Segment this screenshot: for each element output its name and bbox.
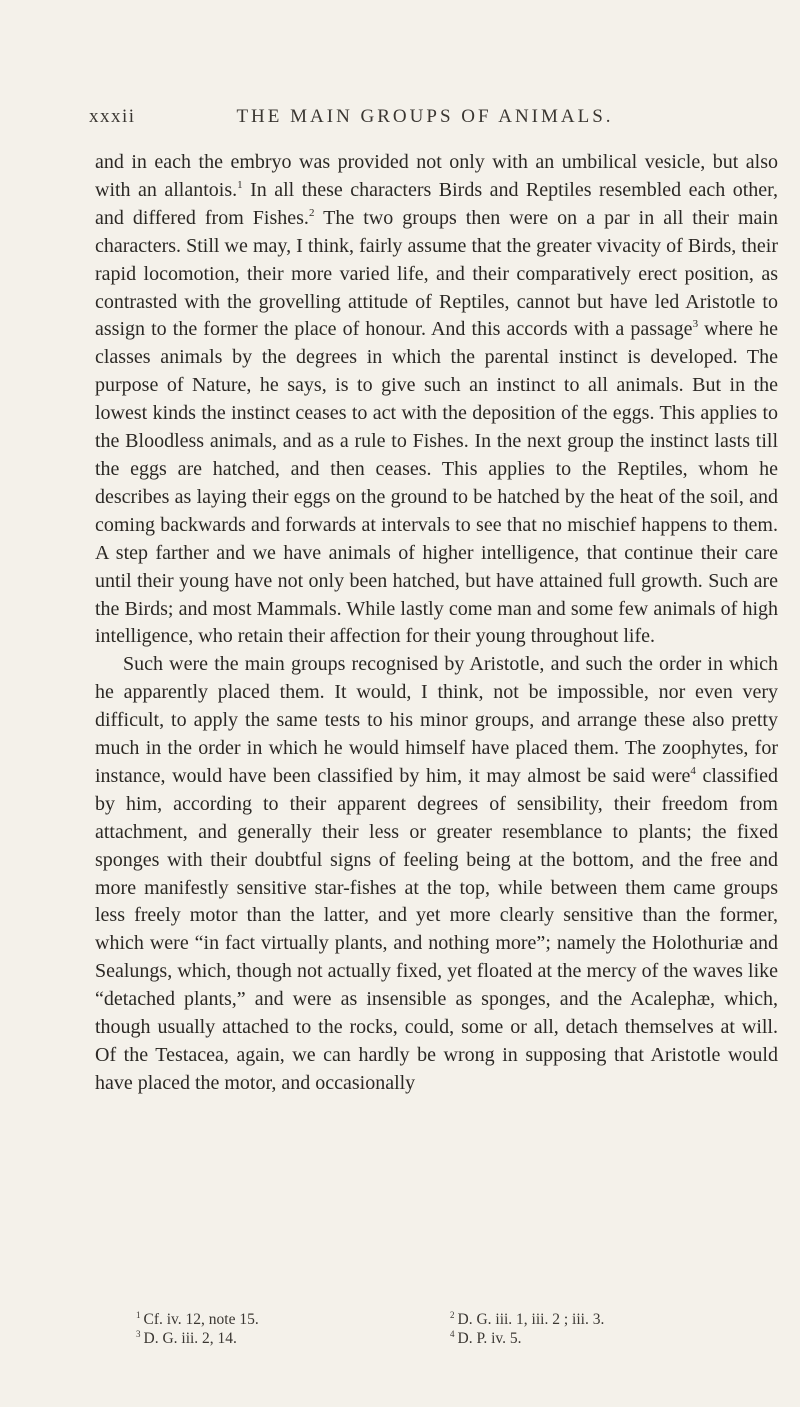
footnote-3-text: D. G. iii. 2, 14. xyxy=(143,1330,237,1347)
footnote-1-mark: 1 xyxy=(136,1310,141,1320)
footnote-2 xyxy=(450,1310,604,1330)
paragraph-2 xyxy=(95,651,778,1098)
footnote-4-mark: 4 xyxy=(450,1329,455,1339)
footnote-3 xyxy=(136,1329,237,1349)
paragraph-1-text-1: and in each the embryo was provided not only with an umbilical vesicle, but also with an allantois. xyxy=(95,151,778,201)
paragraph-1-text-3: The two groups then were on a par in all their main characters. Still we may, I think, fairly assume that the greater vivacity of Birds, their rapid locomotion, their more varied life, and their comparatively erect position, as contrasted with the grovelling attitude of Reptiles, cannot but have led Aristotle to assign to the former the place of honour. And this accords with a passage xyxy=(95,206,778,341)
paragraph-2-text-1: Such were the main groups recognised by Aristotle, and such the order in which he apparently placed them. It would, I think, not be impossible, nor even very difficult, to apply the same tests to his minor groups, and arrange these also pretty much in the order in which he would himself have placed them. The zoophytes, for instance, would have been classified by him, it may almost be said were xyxy=(95,653,778,787)
footnote-ref-4: 4 xyxy=(690,764,696,777)
footnote-4-text: D. P. iv. 5. xyxy=(457,1330,522,1347)
paragraph-1-text-2: In all these characters Birds and Reptiles resembled each other, and differed from Fishes. xyxy=(95,178,778,229)
running-head: THE MAIN GROUPS OF ANIMALS. xyxy=(236,106,614,127)
paragraph-1 xyxy=(95,149,778,651)
paragraph-2-text-2: classified by him, according to their apparent degrees of sensibility, their freedom from attachment, and generally their less or greater resemblance to plants; the fixed sponges with their doubtful signs of feeling being at the bottom, and the free and more manifestly sensitive star-fishes at the top, while between them came groups less freely motor than the latter, and yet more clearly sensitive than the former, which were “in fact virtually plants, and nothing more”; namely the Holothuriæ and Sealungs, which, though not actually fixed, yet floated at the mercy of the waves like “detached plants,” and were as insensible as sponges, and the Acalephæ, which, though usually attached to the rocks, could, some or all, detach themselves at will. Of the Testacea, again, we can hardly be wrong in supposing that Aristotle would have placed the motor, and occasionally xyxy=(95,764,778,1094)
page-number: xxxii xyxy=(89,106,136,127)
footnote-3-mark: 3 xyxy=(136,1329,141,1339)
footnote-4 xyxy=(450,1329,522,1349)
footnote-1 xyxy=(136,1310,259,1330)
paragraph-1-text-4: where he classes animals by the degrees in which the parental instinct is developed. The purpose of Nature, he says, is to give such an instinct to all animals. But in the lowest kinds the instinct ceases to act with the deposition of the eggs. This applies to the Bloodless animals, and as a rule to Fishes. In the next group the instinct lasts till the eggs are hatched, and then ceases. This applies to the Reptiles, whom he describes as laying their eggs on the ground to be hatched by the heat of the soil, and coming backwards and forwards at intervals to see that no mischief happens to them. A step farther and we have animals of higher intelligence, that continue their care until their young have not only been hatched, but have attained full growth. Such are the Birds; and most Mammals. While lastly come man and some few animals of high intelligence, who retain their affection for their young throughout life. xyxy=(95,318,779,648)
footnote-2-mark: 2 xyxy=(450,1310,455,1320)
footnote-ref-1: 1 xyxy=(237,178,243,191)
body-text xyxy=(95,149,778,1098)
footnote-2-text: D. G. iii. 1, iii. 2 ; iii. 3. xyxy=(457,1311,605,1328)
footnote-ref-3: 3 xyxy=(692,318,699,331)
footnote-1-text: Cf. iv. 12, note 15. xyxy=(143,1311,259,1328)
footnote-ref-2: 2 xyxy=(308,206,315,219)
page-header xyxy=(0,106,800,134)
